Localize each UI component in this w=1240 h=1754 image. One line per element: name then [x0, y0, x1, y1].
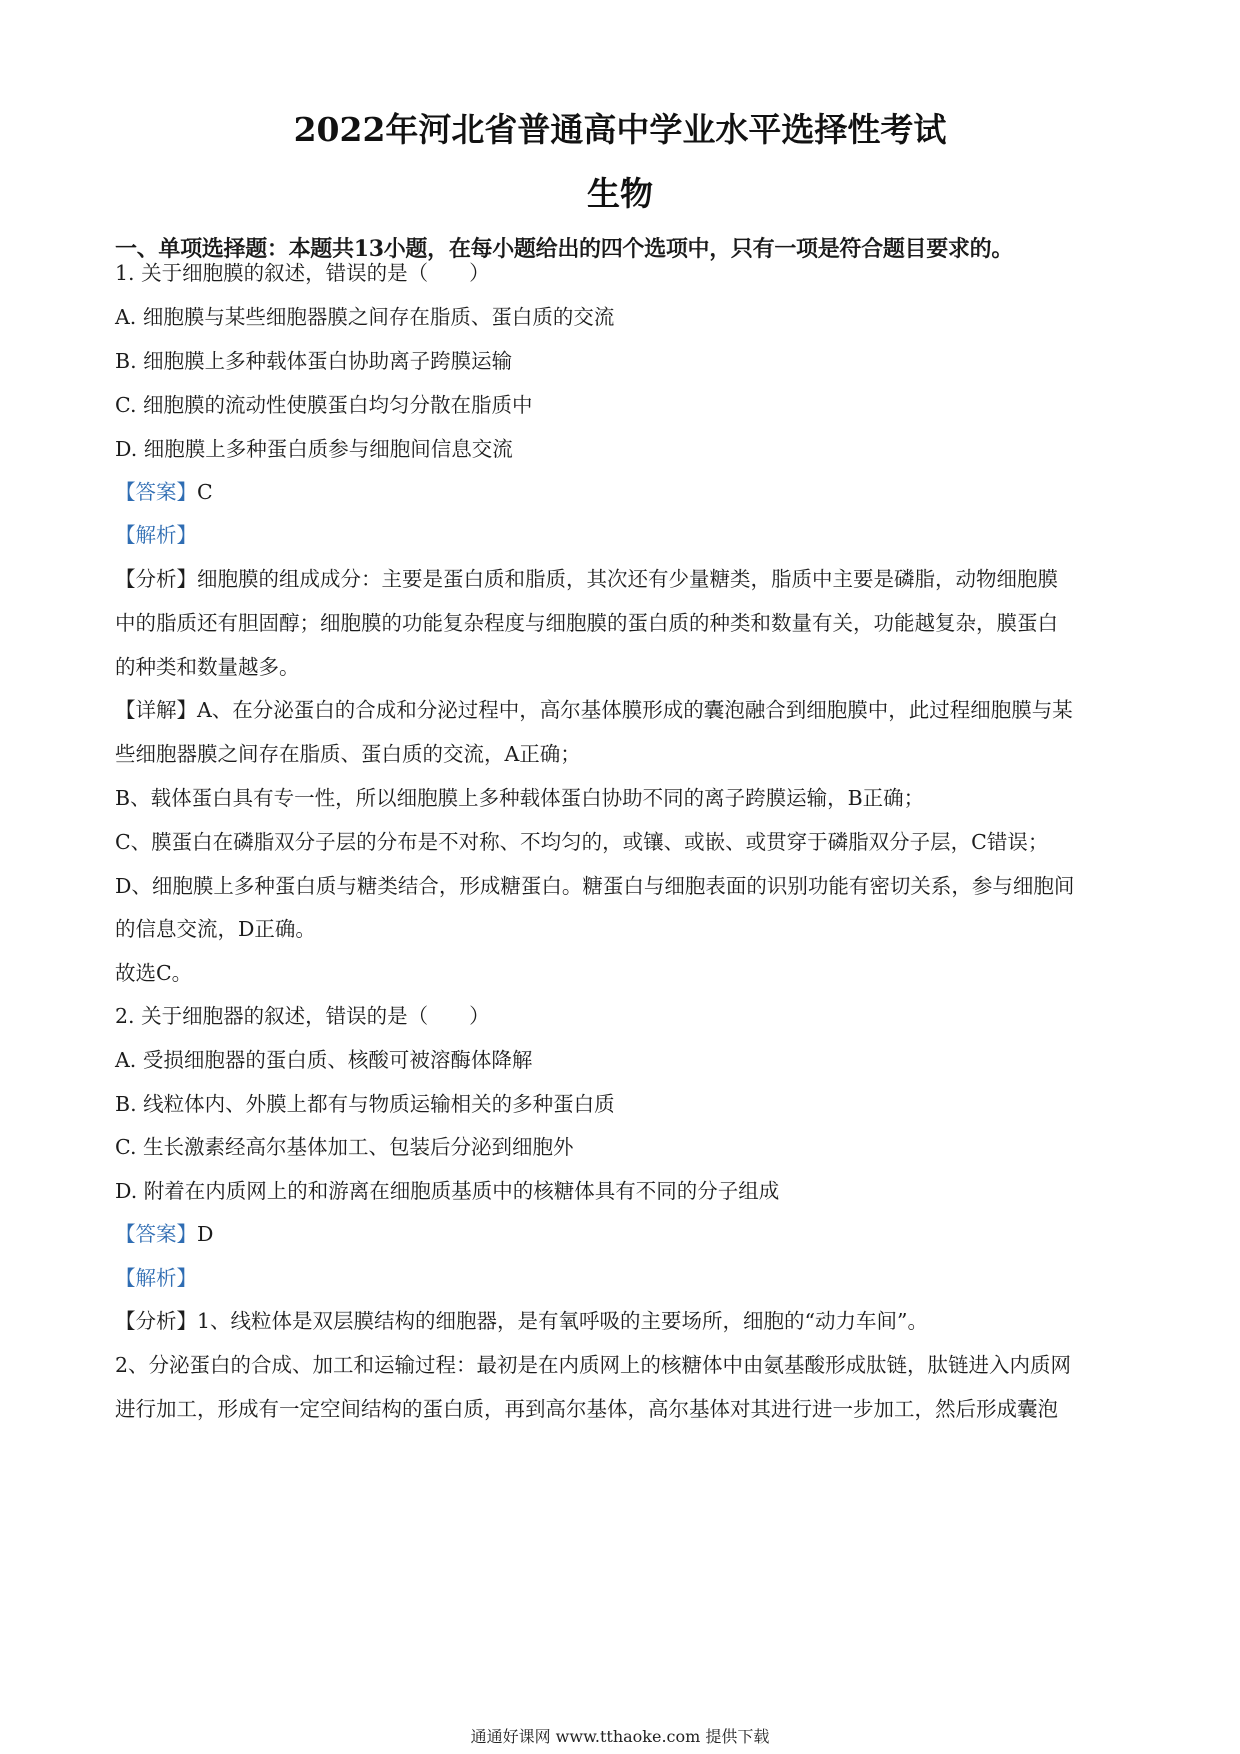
q2-stem: 2. 关于细胞器的叙述，错误的是（ ）: [115, 1004, 490, 1028]
q2-option-b: B. 线粒体内、外膜上都有与物质运输相关的多种蛋白质: [115, 1092, 615, 1116]
q2-answer: [115, 1217, 213, 1247]
q1-xiangjie-line: B、载体蛋白具有专一性，所以细胞膜上多种载体蛋白协助不同的离子跨膜运输，B正确；: [115, 786, 925, 810]
q2-option-a: A. 受损细胞器的蛋白质、核酸可被溶酶体降解: [115, 1048, 533, 1072]
q1-option-d: D. 细胞膜上多种蛋白质参与细胞间信息交流: [115, 437, 513, 461]
answer-tag: 【答案】: [115, 480, 197, 504]
q1-xiangjie-line: C、膜蛋白在磷脂双分子层的分布是不对称、不均匀的，或镶、或嵌、或贯穿于磷脂双分子层，C错误；: [115, 830, 1049, 854]
fenxi-tag: 【分析】: [115, 1309, 197, 1333]
q1-option-a: A. 细胞膜与某些细胞器膜之间存在脂质、蛋白质的交流: [115, 305, 615, 329]
answer-value: D: [197, 1222, 214, 1246]
q1-analysis-tag: 【解析】: [115, 523, 197, 547]
q1-fenxi-line: 的种类和数量越多。: [115, 655, 300, 679]
q1-xiangjie-line: 些细胞器膜之间存在脂质、蛋白质的交流，A正确；: [115, 742, 581, 766]
q1-fenxi-line: [115, 562, 1058, 592]
q1-xiangjie-line: D、细胞膜上多种蛋白质与糖类结合，形成糖蛋白。糖蛋白与细胞表面的识别功能有密切关系，参与细胞间: [115, 874, 1075, 898]
q1-conclusion: 故选C。: [115, 961, 193, 985]
subject-title: 生物: [587, 174, 653, 213]
q1-xiangjie-line: [115, 693, 1073, 723]
q1-fenxi-line: 中的脂质还有胆固醇；细胞膜的功能复杂程度与细胞膜的蛋白质的种类和数量有关，功能越复杂，膜蛋白: [115, 611, 1058, 635]
answer-tag: 【答案】: [115, 1222, 197, 1246]
q1-option-b: B. 细胞膜上多种载体蛋白协助离子跨膜运输: [115, 349, 513, 373]
fenxi-text: 1、线粒体是双层膜结构的细胞器，是有氧呼吸的主要场所，细胞的“动力车间”。: [197, 1309, 929, 1333]
xiangjie-tag: 【详解】: [115, 698, 197, 722]
q1-xiangjie-line: 的信息交流，D正确。: [115, 917, 316, 941]
q2-fenxi-line: 2、分泌蛋白的合成、加工和运输过程：最初是在内质网上的核糖体中由氨基酸形成肽链，肽链进入内质网: [115, 1353, 1072, 1377]
q2-option-c: C. 生长激素经高尔基体加工、包装后分泌到细胞外: [115, 1135, 574, 1159]
exam-title: 2022年河北省普通高中学业水平选择性考试: [293, 110, 947, 149]
fenxi-text: 细胞膜的组成成分：主要是蛋白质和脂质，其次还有少量糖类，脂质中主要是磷脂，动物细胞膜: [197, 567, 1058, 591]
xiangjie-text: A、在分泌蛋白的合成和分泌过程中，高尔基体膜形成的囊泡融合到细胞膜中，此过程细胞膜与某: [197, 698, 1073, 722]
q2-analysis-tag: 【解析】: [115, 1266, 197, 1290]
q1-option-c: C. 细胞膜的流动性使膜蛋白均匀分散在脂质中: [115, 393, 533, 417]
answer-value: C: [197, 480, 213, 504]
footer-watermark: 通通好课网 www.tthaoke.com 提供下载: [470, 1727, 770, 1746]
q2-option-d: D. 附着在内质网上的和游离在细胞质基质中的核糖体具有不同的分子组成: [115, 1179, 780, 1203]
section-heading: 一、单项选择题：本题共13小题，在每小题给出的四个选项中，只有一项是符合题目要求的。: [115, 236, 1014, 262]
q1-stem: 1. 关于细胞膜的叙述，错误的是（ ）: [115, 261, 490, 285]
q1-answer: [115, 475, 213, 505]
q2-fenxi-line: [115, 1304, 928, 1334]
fenxi-tag: 【分析】: [115, 567, 197, 591]
q2-fenxi-line: 进行加工，形成有一定空间结构的蛋白质，再到高尔基体，高尔基体对其进行进一步加工，然后形成囊泡: [115, 1397, 1058, 1421]
